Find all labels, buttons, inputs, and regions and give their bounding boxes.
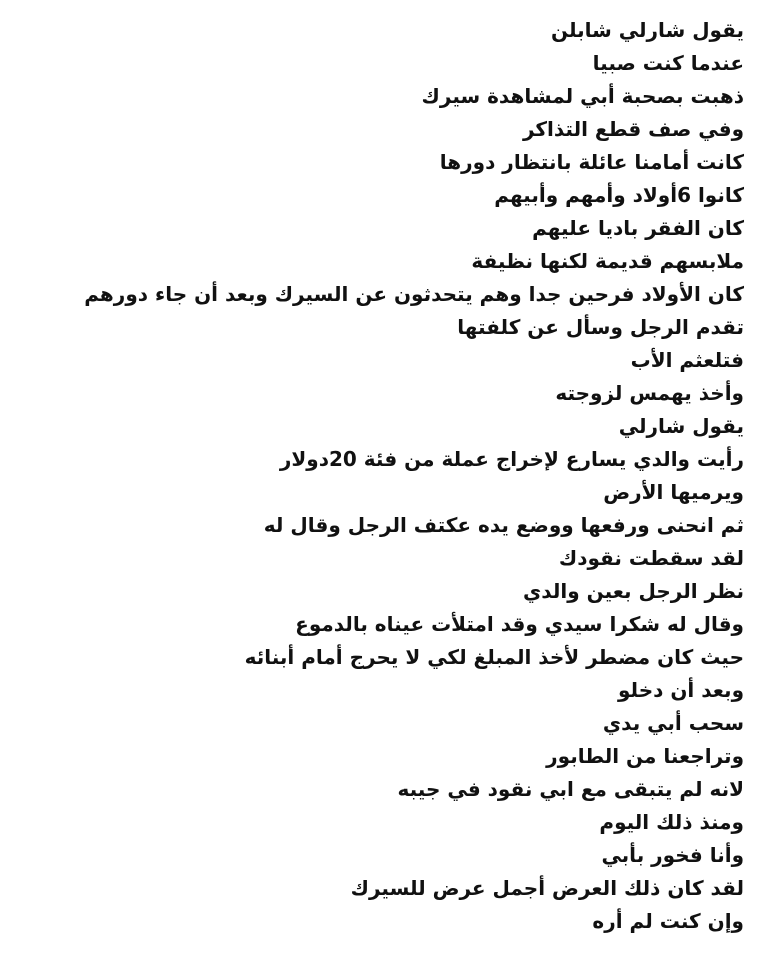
text-line: لقد سقطت نقودك — [558, 546, 744, 570]
text-line: سحب أبي يدي — [602, 711, 744, 735]
text-line: وتراجعنا من الطابور — [546, 744, 744, 768]
text-line: عندما كنت صبيا — [592, 51, 744, 75]
text-line: وإن كنت لم أره — [592, 909, 744, 933]
text-line: حيث كان مضطر لأخذ المبلغ لكي لا يحرج أمام أبنائه — [244, 645, 744, 669]
text-line: رأيت والدي يسارع لإخراج عملة من فئة 20دولار — [279, 447, 744, 471]
text-line: ويرميها الأرض — [603, 480, 744, 504]
text-line: وبعد أن دخلو — [617, 678, 744, 702]
text-line: ذهبت بصحبة أبي لمشاهدة سيرك — [421, 84, 744, 108]
text-line: يقول شارلي — [618, 414, 744, 438]
text-line: وفي صف قطع التذاكر — [522, 117, 744, 141]
text-line: ومنذ ذلك اليوم — [599, 810, 744, 834]
text-line: تقدم الرجل وسأل عن كلفتها — [457, 315, 744, 339]
text-line: نظر الرجل بعين والدي — [522, 579, 744, 603]
text-line: يقول شارلي شابلن — [550, 18, 744, 42]
text-line: ملابسهم قديمة لكنها نظيفة — [471, 249, 744, 273]
text-line: ثم انحنى ورفعها ووضع يده عكتف الرجل وقال له — [263, 513, 744, 537]
text-line: وقال له شكرا سيدي وقد امتلأت عيناه بالدموع — [295, 612, 744, 636]
text-line: كانوا 6أولاد وأمهم وأبيهم — [494, 183, 744, 207]
text-line: كان الأولاد فرحين جدا وهم يتحدثون عن السيرك وبعد أن جاء دورهم — [84, 282, 744, 306]
text-line: لقد كان ذلك العرض أجمل عرض للسيرك — [350, 876, 744, 900]
text-line: وأخذ يهمس لزوجته — [555, 381, 744, 405]
text-line: كانت أمامنا عائلة بانتظار دورها — [439, 150, 744, 174]
text-line: لانه لم يتبقى مع ابي نقود في جيبه — [397, 777, 744, 801]
text-line: وأنا فخور بأبي — [601, 843, 744, 867]
text-line: كان الفقر باديا عليهم — [532, 216, 744, 240]
text-line: فتلعثم الأب — [630, 348, 744, 372]
